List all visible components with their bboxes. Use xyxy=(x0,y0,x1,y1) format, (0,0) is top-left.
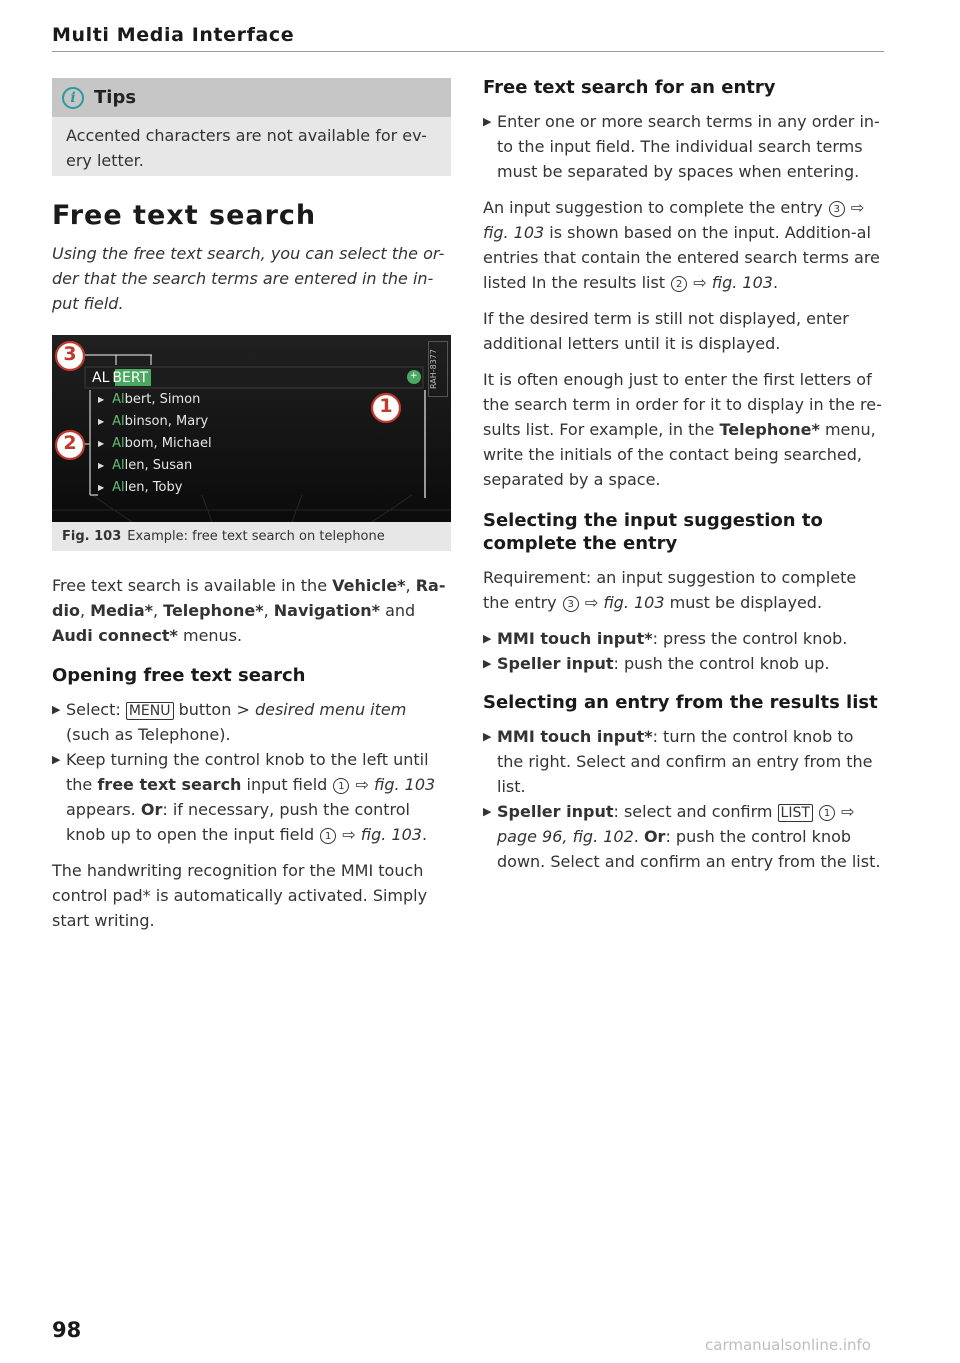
tips-title: Tips xyxy=(94,87,137,108)
requirement-paragraph: Requirement: an input suggestion to complete the entry 3 ⇨ fig. 103 must be displayed. xyxy=(483,568,857,612)
page-header-title: Multi Media Interface xyxy=(52,24,295,46)
callout-ref-1: 1 xyxy=(320,828,336,844)
tips-text: Accented characters are not available for ev-ery letter. xyxy=(66,126,427,170)
results-select-heading: Selecting an entry from the results list xyxy=(483,692,878,713)
result-prefix: Al xyxy=(112,413,125,429)
input-suggestion: BERT xyxy=(112,369,149,386)
result-prefix: Al xyxy=(112,391,125,407)
suggestion-paragraph: An input suggestion to complete the entry 3 ⇨ fig. 103 is shown based on the input. Addition-al entries that contain the entered search terms are listed In the results list 2 ⇨ fig. 103. xyxy=(483,198,880,292)
handwriting-paragraph: The handwriting recognition for the MMI touch control pad* is automatically activated. Simply start writing. xyxy=(52,861,428,930)
bullet-arrow-icon: ▶ xyxy=(483,115,492,128)
arrow-icon: ▶ xyxy=(98,482,105,492)
arrow-icon: ▶ xyxy=(98,438,105,448)
bullet-arrow-icon: ▶ xyxy=(52,753,61,766)
callout-1: 1 xyxy=(379,395,393,417)
watermark: carmanualsonline.info xyxy=(705,1336,871,1354)
callout-ref-3: 3 xyxy=(563,596,579,612)
opening-step-1: ▶ Select: MENU button > desired menu item (such as Telephone). xyxy=(52,697,451,747)
search-input-field[interactable] xyxy=(92,368,148,387)
list-item[interactable] xyxy=(98,388,418,410)
list-key: LIST xyxy=(778,804,813,822)
list-item[interactable] xyxy=(98,432,418,454)
left-column xyxy=(52,78,451,933)
result-prefix: Al xyxy=(112,457,125,473)
opening-heading: Opening free text search xyxy=(52,665,306,686)
section-title: Free text search xyxy=(52,200,317,231)
bullet-arrow-icon: ▶ xyxy=(483,657,492,670)
opening-step-2: ▶ Keep turning the control knob to the left until the free text search input field 1 ⇨ fig. 103 appears. Or: if necessary, push the control knob up to open the input field 1 ⇨ fig. 103. xyxy=(52,747,451,847)
tips-box xyxy=(52,78,451,176)
touch-input-results-step: ▶ MMI touch input*: turn the control knob to the right. Select and confirm an entry from the list. xyxy=(483,724,883,799)
figure-code: RAH-8377 xyxy=(428,341,448,397)
speller-input-results-step: ▶ Speller input: select and confirm LIST 1 ⇨ page 96, fig. 102. Or: push the control knob down. Select and confirm an entry from the list. xyxy=(483,799,883,874)
bullet-arrow-icon: ▶ xyxy=(483,730,492,743)
figure-screen xyxy=(52,335,451,522)
figure-caption-label: Fig. 103 xyxy=(62,529,122,544)
bullet-arrow-icon: ▶ xyxy=(483,632,492,645)
arrow-icon: ▶ xyxy=(98,394,105,404)
list-item[interactable] xyxy=(98,410,418,432)
result-rest: len, Toby xyxy=(124,479,183,495)
touch-input-step: ▶ MMI touch input*: press the control knob. xyxy=(483,626,883,651)
result-prefix: Al xyxy=(112,435,125,451)
callout-ref-1: 1 xyxy=(333,778,349,794)
page-number: 98 xyxy=(52,1318,82,1342)
result-rest: len, Susan xyxy=(124,457,193,473)
suggestion-select-heading: Selecting the input suggestion to complete the entry xyxy=(483,510,823,554)
results-list xyxy=(98,388,418,498)
info-icon: i xyxy=(62,87,84,109)
entry-step: ▶ Enter one or more search terms in any order in-to the input field. The individual search terms must be separated by spaces when entering. xyxy=(483,109,883,184)
list-item[interactable] xyxy=(98,476,418,498)
callout-ref-2: 2 xyxy=(671,276,687,292)
result-prefix: Al xyxy=(112,479,125,495)
callout-ref-3: 3 xyxy=(829,201,845,217)
figure-caption-text: Example: free text search on telephone xyxy=(127,529,385,544)
initials-paragraph: It is often enough just to enter the first letters of the search term in order for it to display in the re-sults list. For example, in the Telephone* menu, write the initials of the contact being searched, separated by a space. xyxy=(483,370,882,489)
callout-2: 2 xyxy=(63,432,77,454)
availability-paragraph: Free text search is available in the Vehicle*, Ra-dio, Media*, Telephone*, Navigation* and Audi connect* menus. xyxy=(52,576,446,645)
right-column xyxy=(483,76,883,874)
result-rest: bom, Michael xyxy=(124,435,212,451)
tips-header xyxy=(52,78,451,117)
additional-letters-paragraph: If the desired term is still not displayed, enter additional letters until it is displayed. xyxy=(483,309,849,353)
arrow-icon: ▶ xyxy=(98,416,105,426)
result-rest: bert, Simon xyxy=(124,391,201,407)
bullet-arrow-icon: ▶ xyxy=(52,703,61,716)
entry-search-heading: Free text search for an entry xyxy=(483,77,776,98)
callout-3: 3 xyxy=(63,343,77,365)
result-rest: binson, Mary xyxy=(124,413,209,429)
section-lead: Using the free text search, you can select the or-der that the search terms are entered in the in-put field. xyxy=(52,244,445,313)
input-typed-text: AL xyxy=(92,369,110,386)
header-divider xyxy=(52,51,884,52)
callout-ref-1: 1 xyxy=(819,805,835,821)
arrow-icon: ▶ xyxy=(98,460,105,470)
speller-input-step: ▶ Speller input: push the control knob up. xyxy=(483,651,883,676)
list-item[interactable] xyxy=(98,454,418,476)
bullet-arrow-icon: ▶ xyxy=(483,805,492,818)
menu-key: MENU xyxy=(126,702,174,720)
figure-caption xyxy=(52,522,451,551)
keyboard-icon: + xyxy=(410,371,418,381)
